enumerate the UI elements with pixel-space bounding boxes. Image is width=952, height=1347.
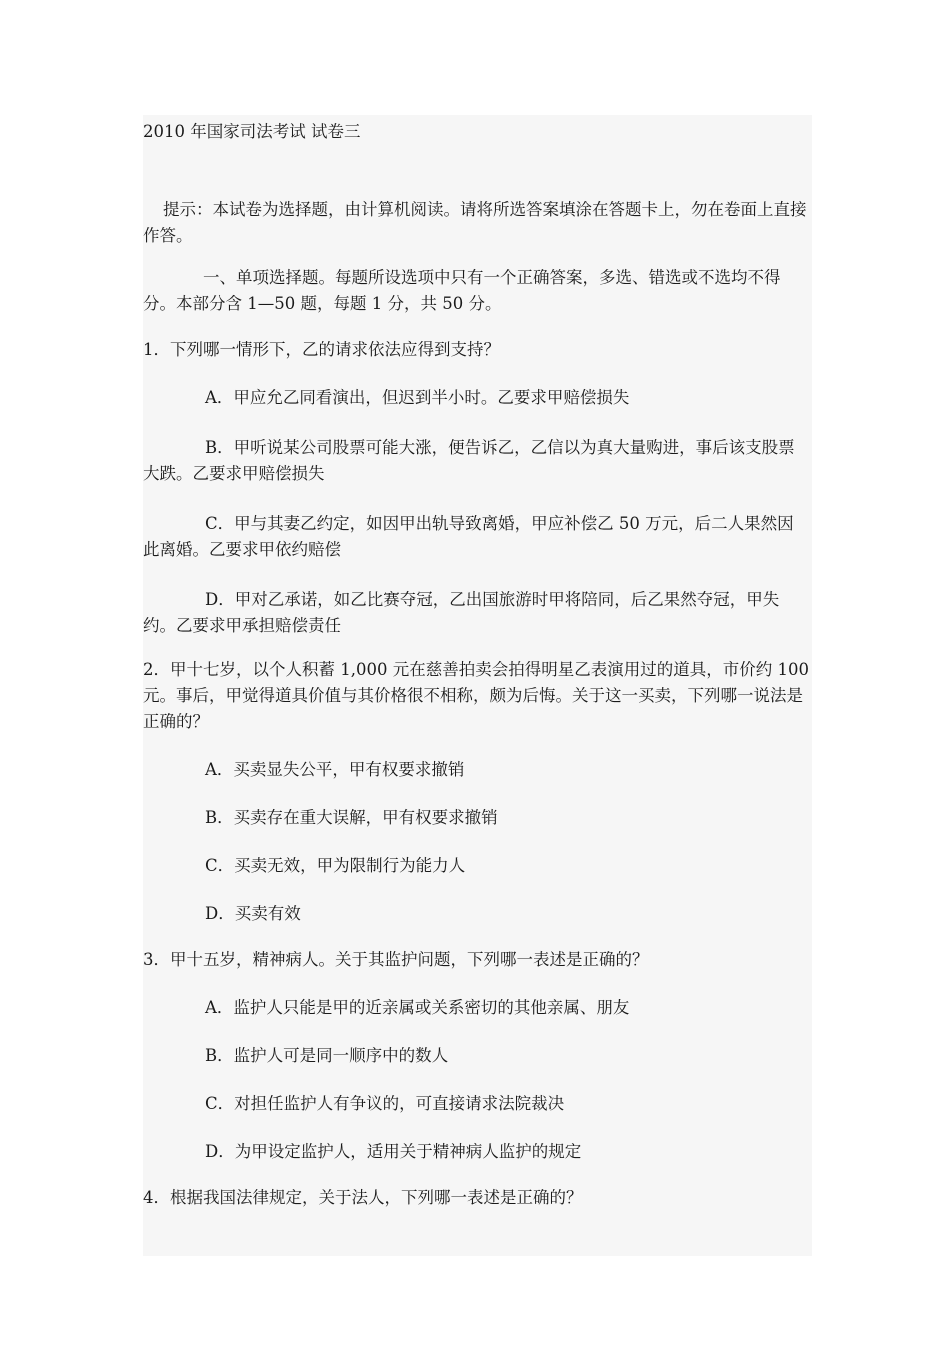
question-2-option-b: B．买卖存在重大误解，甲有权要求撤销 <box>205 808 498 827</box>
question-2-option-d: D．买卖有效 <box>205 904 301 923</box>
question-1-option-b: B．甲听说某公司股票可能大涨，便告诉乙，乙信以为真大量购进，事后该支股票大跌。乙要求甲赔偿损失 <box>143 438 795 483</box>
question-1-option-a: A．甲应允乙同看演出，但迟到半小时。乙要求甲赔偿损失 <box>205 388 630 407</box>
question-3-option-d: D．为甲设定监护人，适用关于精神病人监护的规定 <box>205 1142 582 1161</box>
section-heading: 一、单项选择题。每题所设选项中只有一个正确答案，多选、错选或不选均不得分。本部分含 1—50 题，每题 1 分，共 50 分。 <box>143 268 781 313</box>
question-1-option-c: C．甲与其妻乙约定，如因甲出轨导致离婚，甲应补偿乙 50 万元，后二人果然因此离婚。乙要求甲依约赔偿 <box>143 514 794 559</box>
exam-hint: 提示：本试卷为选择题，由计算机阅读。请将所选答案填涂在答题卡上，勿在卷面上直接作答。 <box>143 200 807 245</box>
document-content <box>143 115 810 1211</box>
question-1-option-d: D．甲对乙承诺，如乙比赛夺冠，乙出国旅游时甲将陪同，后乙果然夺冠，甲失约。乙要求甲承担赔偿责任 <box>143 590 780 635</box>
question-2-stem: 2．甲十七岁，以个人积蓄 1,000 元在慈善拍卖会拍得明星乙表演用过的道具，市价约 100 元。事后，甲觉得道具价值与其价格很不相称，颇为后悔。关于这一买卖，下列哪一说法是正确的？ <box>143 660 809 731</box>
question-2-option-a: A．买卖显失公平，甲有权要求撤销 <box>205 760 465 779</box>
question-3-option-b: B．监护人可是同一顺序中的数人 <box>205 1046 449 1065</box>
question-3-option-c: C．对担任监护人有争议的，可直接请求法院裁决 <box>205 1094 565 1113</box>
question-1-stem: 1．下列哪一情形下，乙的请求依法应得到支持？ <box>143 340 500 359</box>
question-3-stem: 3．甲十五岁，精神病人。关于其监护问题，下列哪一表述是正确的？ <box>143 950 649 969</box>
document-title: 2010 年国家司法考试 试卷三 <box>143 122 361 141</box>
question-3-option-a: A．监护人只能是甲的近亲属或关系密切的其他亲属、朋友 <box>205 998 630 1017</box>
question-4-stem: 4．根据我国法律规定，关于法人，下列哪一表述是正确的？ <box>143 1188 583 1207</box>
question-2-option-c: C．买卖无效，甲为限制行为能力人 <box>205 856 466 875</box>
